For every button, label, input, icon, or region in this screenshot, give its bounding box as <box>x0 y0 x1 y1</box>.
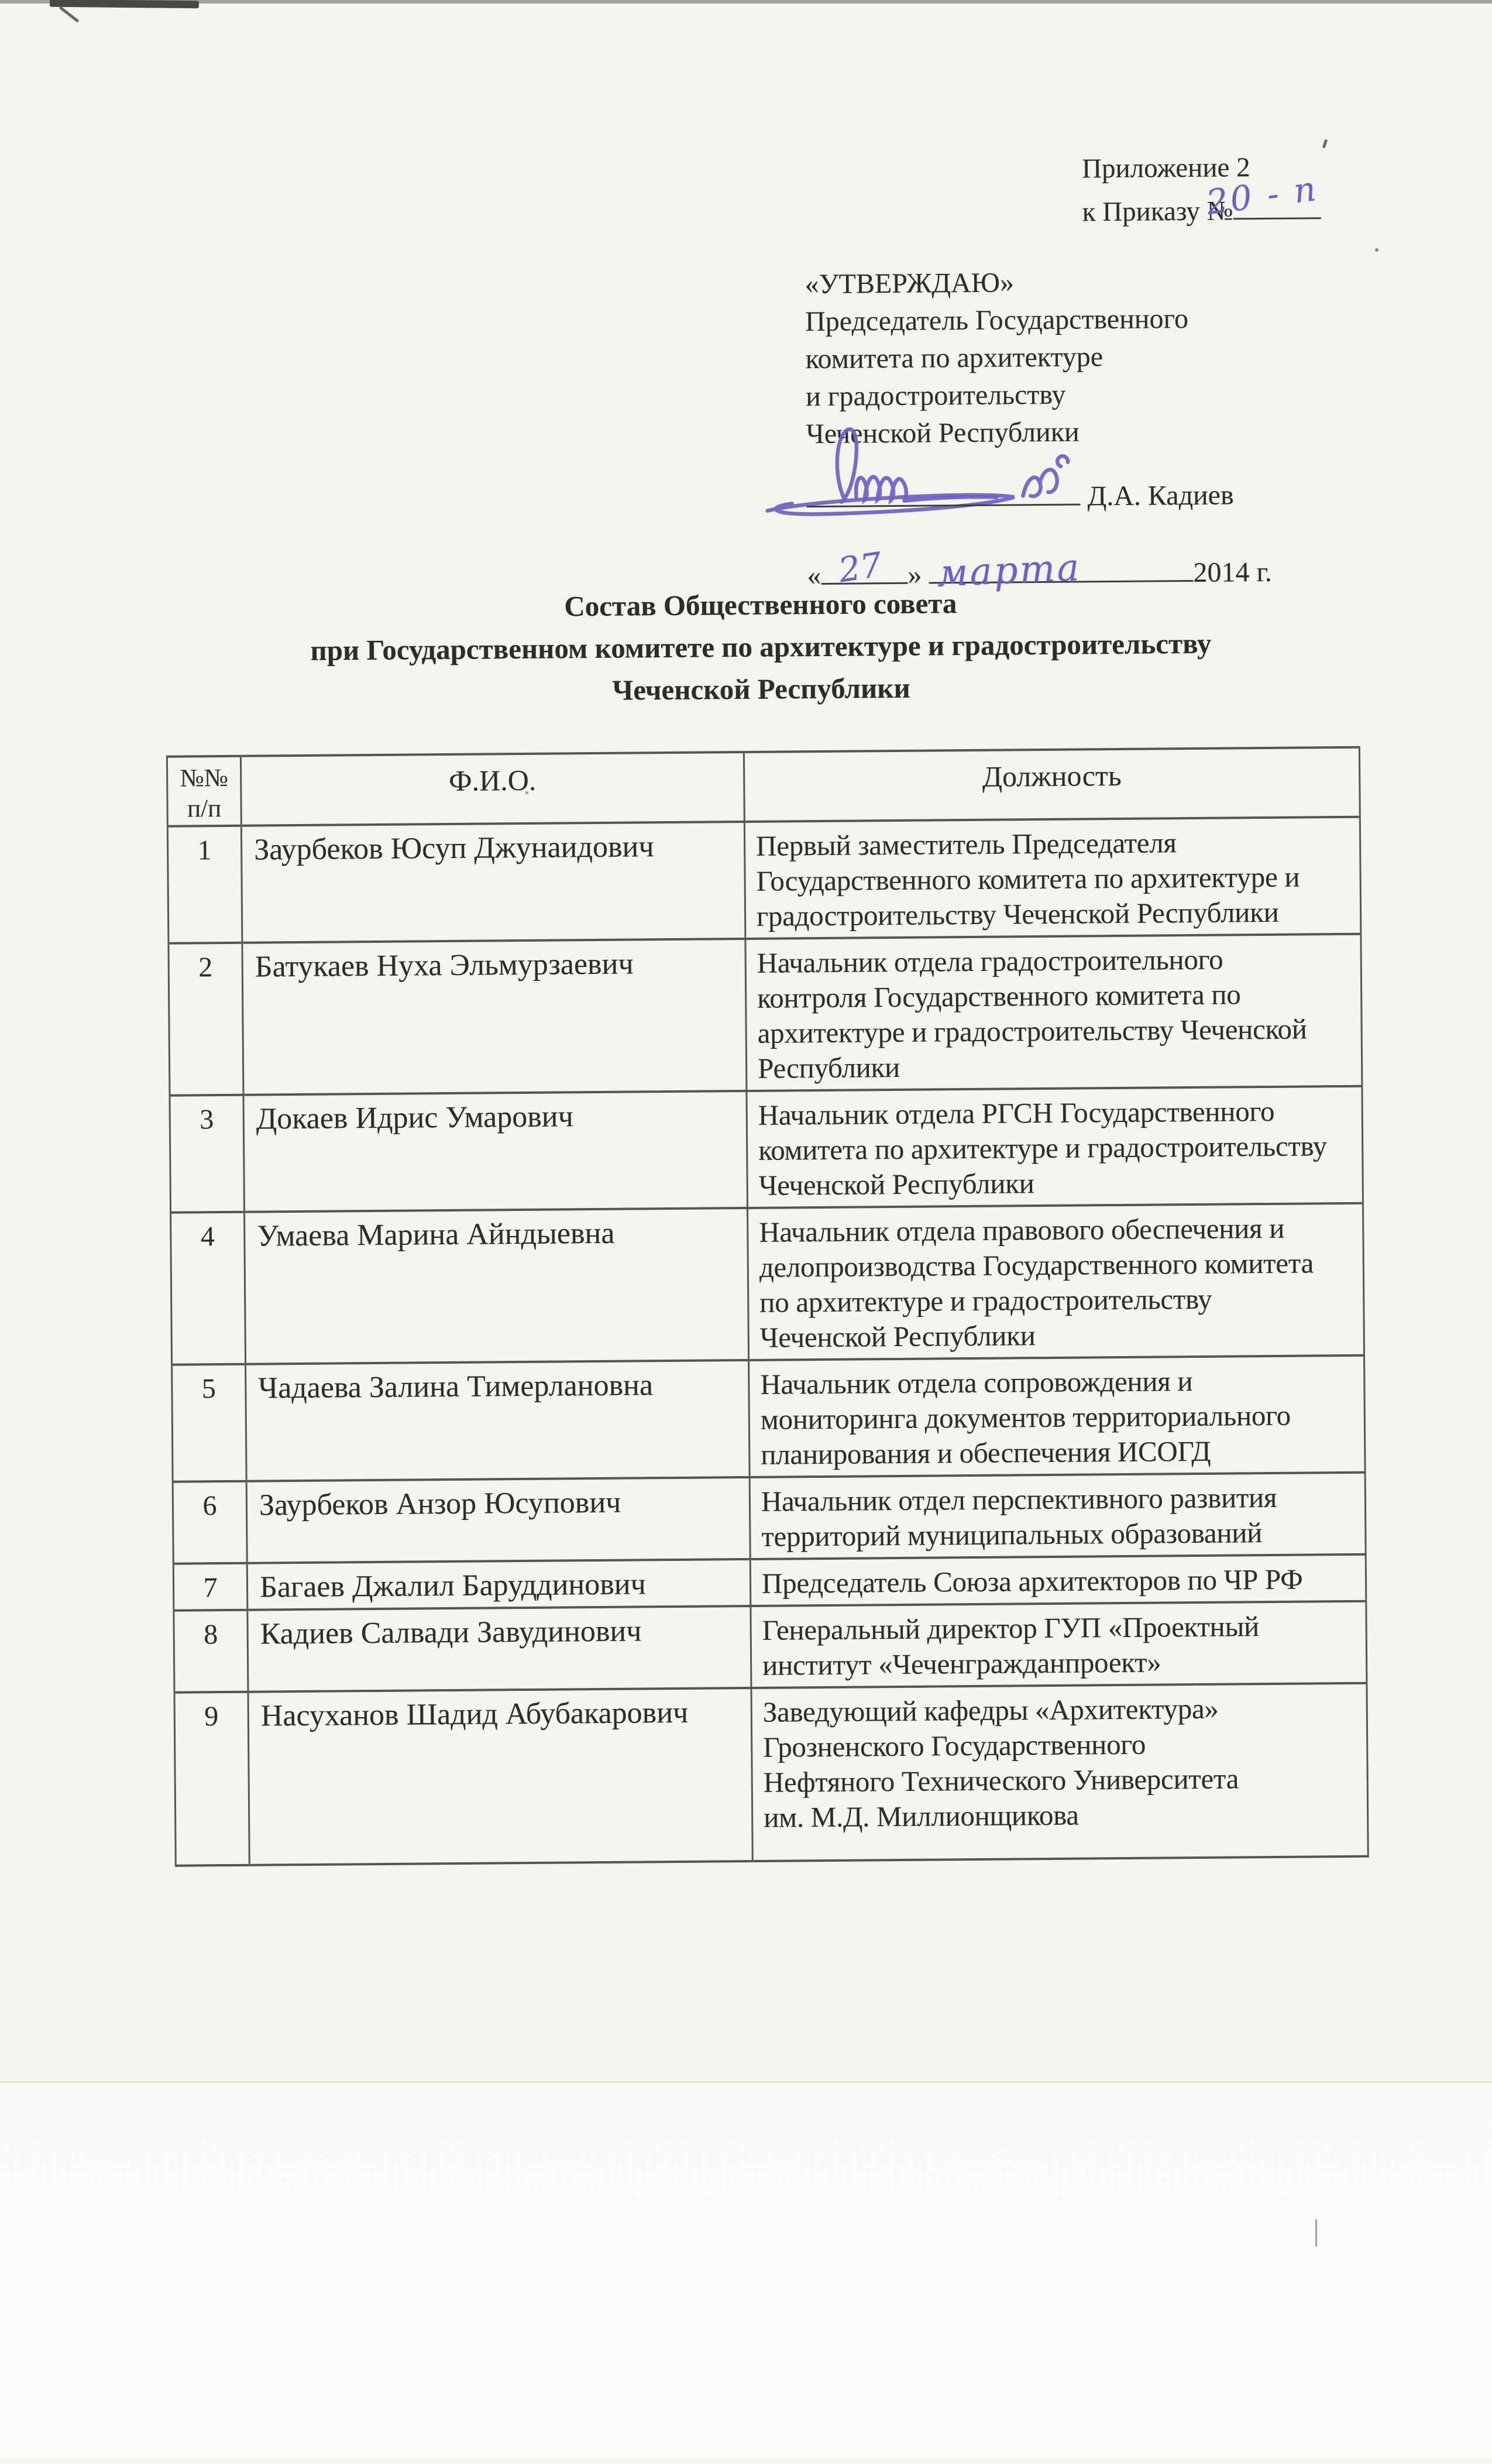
approval-line: комитета по архитектуре <box>805 341 1103 375</box>
order-number-handwritten: 20 - п <box>1204 168 1321 223</box>
handwritten-month: марта <box>936 546 1082 596</box>
table-row <box>170 1086 1363 1213</box>
header-fio: Ф.И.О. <box>240 752 744 826</box>
row-number: 6 <box>173 1481 247 1564</box>
row-number: 9 <box>174 1692 249 1866</box>
approval-line: и градостроительству <box>805 379 1066 413</box>
member-name: Кадиев Салвади Завудинович <box>247 1606 751 1692</box>
member-role: Начальник отдела РГСН Государственного комитета по архитектуре и градостроительству Чеченской Республики <box>747 1086 1363 1208</box>
order-prefix: к Приказу № <box>1082 195 1233 228</box>
row-number: 8 <box>174 1610 248 1693</box>
member-role: Заведующий кафедры «Архитектура» Грозненского Государственного Нефтяного Технического Университета им. М.Д. Миллионщикова <box>751 1683 1368 1861</box>
appendix-note <box>1082 149 1321 230</box>
member-role: Первый заместитель Председателя Государственного комитета по архитектуре и градостроительству Чеченской Республики <box>744 817 1361 939</box>
header-num-line2: п/п <box>187 795 222 823</box>
member-name: Заурбеков Юсуп Джунаидович <box>241 822 745 943</box>
title-line2: при Государственном комитете по архитектуре и градостроительству <box>310 627 1212 667</box>
approval-heading: «УТВЕРЖДАЮ» <box>805 267 1015 300</box>
appendix-line2 <box>1082 168 1321 230</box>
member-name: Багаев Джалил Баруддинович <box>247 1559 751 1610</box>
member-name: Умаева Марина Айндыевна <box>245 1208 749 1364</box>
approval-line: Чеченской Республики <box>806 416 1080 450</box>
page-title <box>146 579 1376 715</box>
member-name: Заурбеков Анзор Юсупович <box>246 1477 750 1563</box>
signature-row <box>806 449 1272 549</box>
date-year: 2014 г. <box>1193 556 1272 588</box>
handwritten-day: 27 <box>836 544 885 591</box>
approval-block <box>805 262 1272 595</box>
row-number: 4 <box>171 1212 246 1365</box>
member-role: Председатель Союза архитекторов по ЧР РФ <box>750 1554 1366 1606</box>
table-row <box>171 1203 1364 1365</box>
member-name: Чадаева Залина Тимерлановна <box>246 1360 750 1481</box>
header-num <box>167 756 241 826</box>
table-row <box>174 1601 1367 1693</box>
header-num-line1: №№ <box>180 764 228 792</box>
quote-open: « <box>807 560 821 592</box>
table-row <box>174 1683 1368 1866</box>
row-number: 1 <box>167 826 242 943</box>
title-line1: Состав Общественного совета <box>564 587 957 623</box>
member-name: Докаев Идрис Умарович <box>243 1091 748 1212</box>
member-role: Генеральный директор ГУП «Проектный институт «Чеченгражданпроект» <box>751 1601 1367 1688</box>
approval-line: Председатель Государственного <box>805 303 1189 338</box>
member-role: Начальник отдела сопровождения и мониторинга документов территориального планирования и обеспечения ИСОГД <box>749 1355 1366 1477</box>
table-row <box>172 1355 1366 1482</box>
appendix-line1: Приложение 2 <box>1081 152 1250 184</box>
row-number: 5 <box>172 1364 247 1482</box>
table-header-row <box>167 747 1360 826</box>
table-row <box>167 817 1361 943</box>
row-number: 7 <box>173 1563 247 1611</box>
member-role: Начальник отдела правового обеспечения и делопроизводства Государственного комитета по архитектуре и градостроительству Чеченской Республики <box>748 1203 1364 1360</box>
table-row <box>173 1473 1366 1564</box>
signer-name: Д.А. Кадиев <box>1087 479 1234 512</box>
title-line3: Чеченской Республики <box>612 671 910 706</box>
member-role: Начальник отдела градостроительного контроля Государственного комитета по архитектуре и градостроительству Чеченской Республики <box>745 934 1362 1091</box>
member-name: Батукаев Нуха Эльмурзаевич <box>242 939 747 1095</box>
council-members-table <box>166 746 1369 1867</box>
member-role: Начальник отдел перспективного развития территорий муниципальных образований <box>750 1473 1366 1559</box>
header-role: Должность <box>744 747 1360 822</box>
row-number: 3 <box>170 1095 245 1213</box>
signature-scribble <box>756 420 1120 540</box>
quote-close: » <box>907 559 922 591</box>
table-row <box>169 934 1362 1096</box>
row-number: 2 <box>169 943 243 1096</box>
member-name: Насуханов Шадид Абубакарович <box>248 1688 752 1865</box>
